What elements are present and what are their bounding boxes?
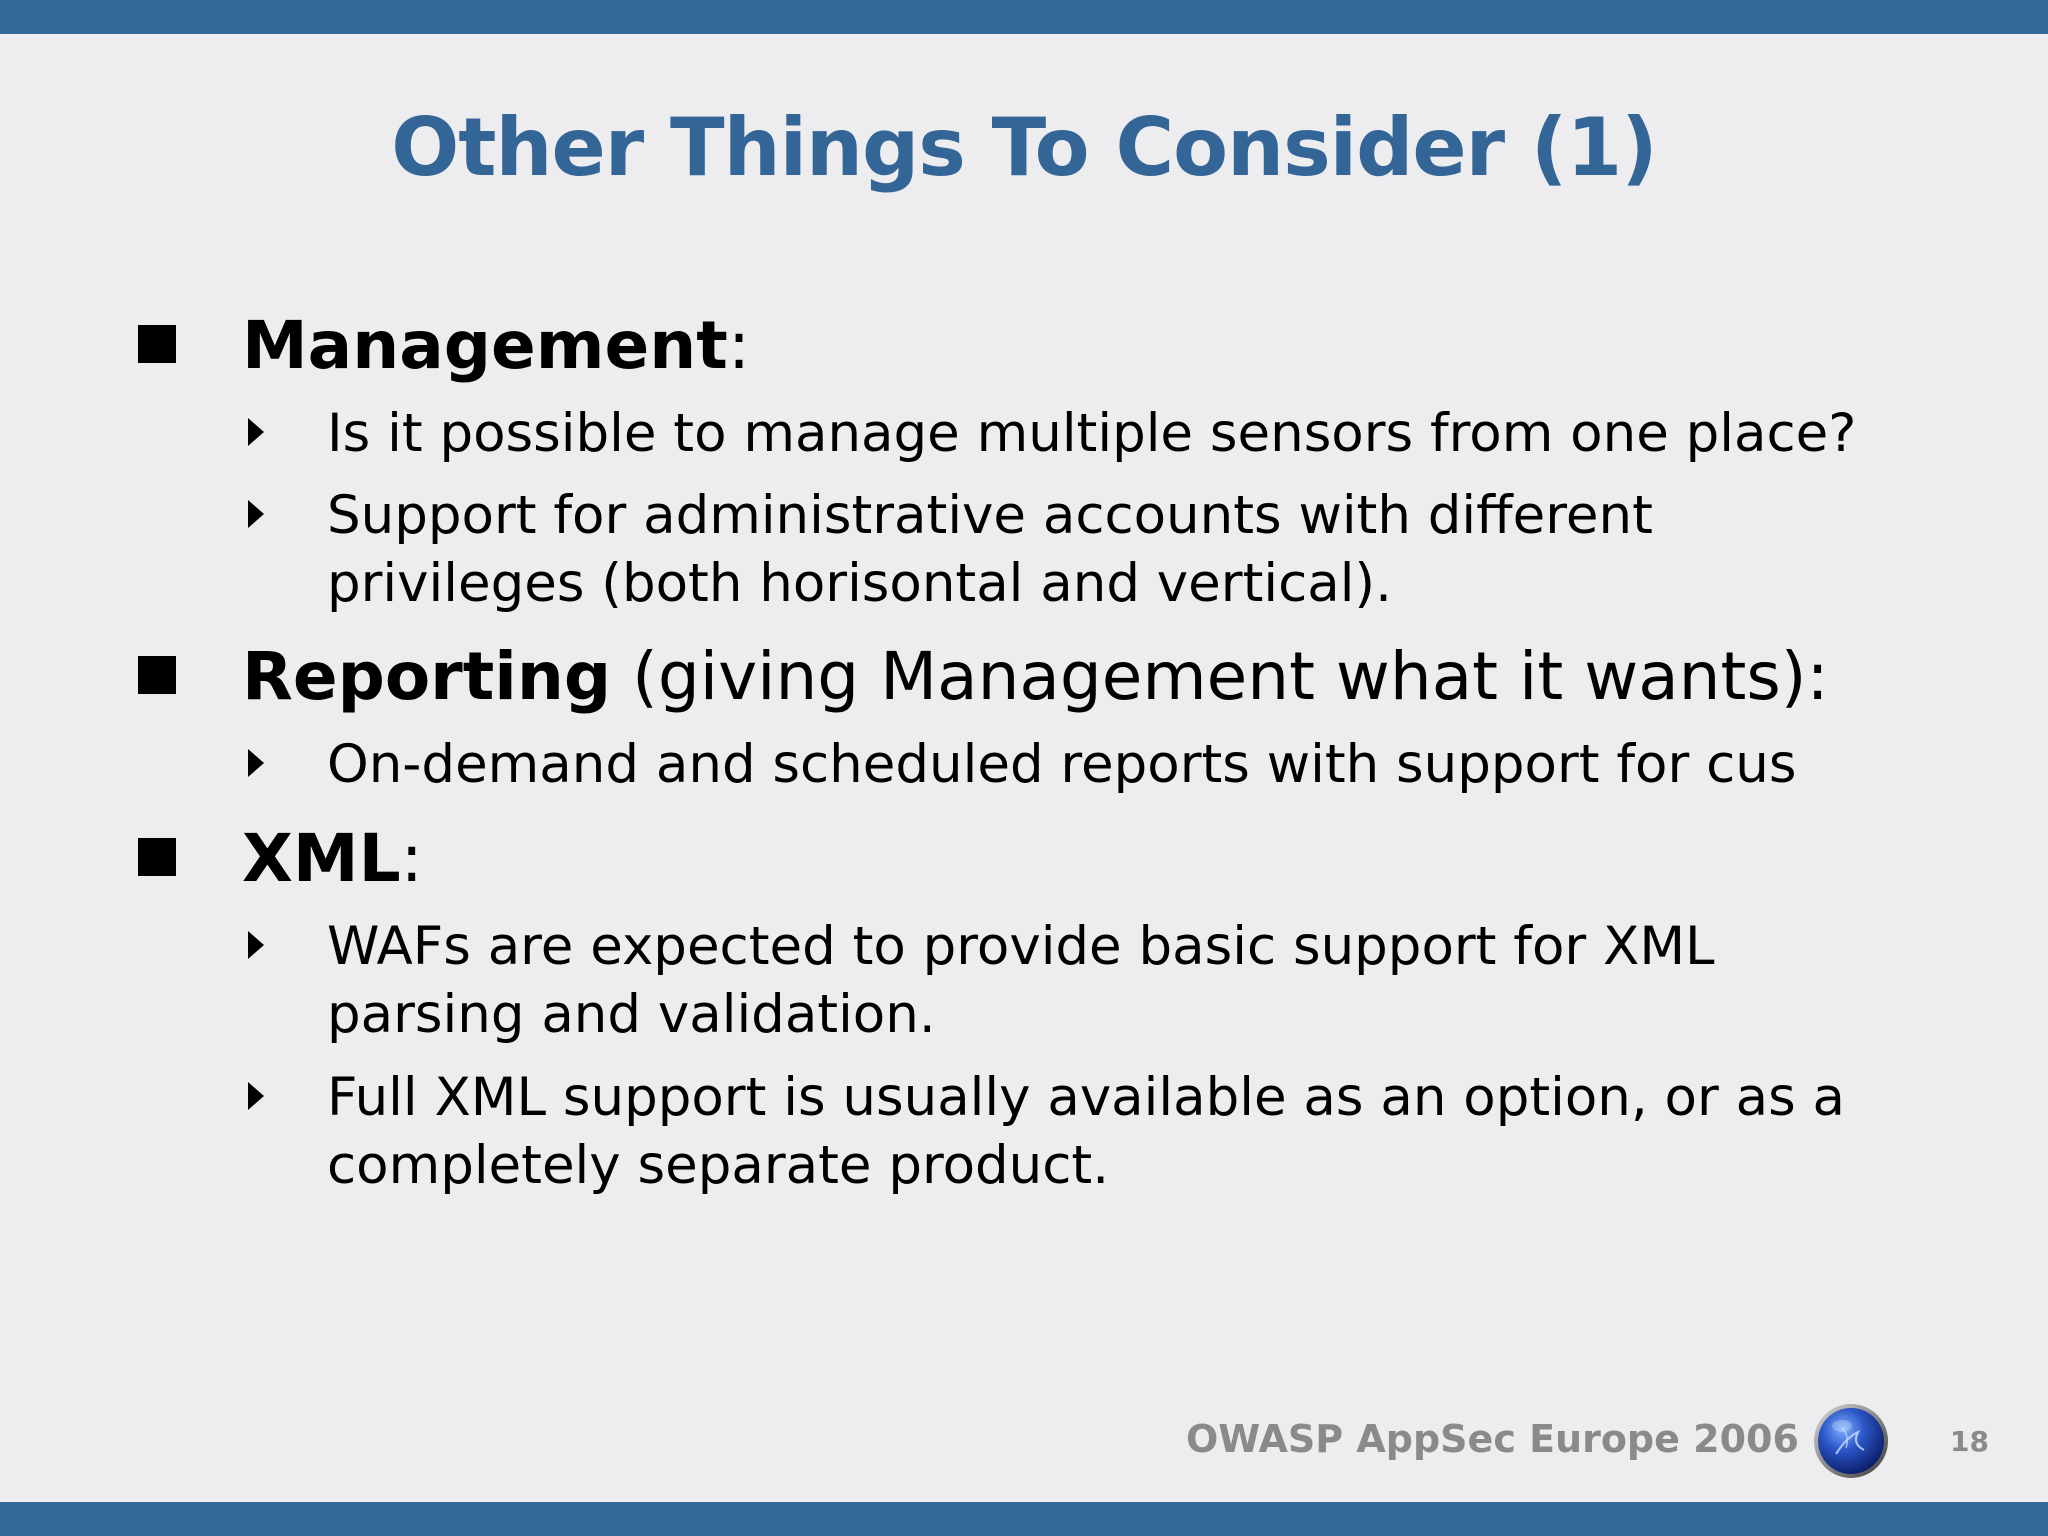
top-bar (0, 0, 2048, 34)
square-bullet-icon (138, 838, 176, 876)
heading-rest: : (727, 307, 751, 384)
heading-bold: XML (242, 820, 401, 897)
list-item-text: Support for administrative accounts with different privileges (both horisontal and vertical). (327, 485, 1653, 614)
triangle-bullet-icon (248, 500, 264, 528)
triangle-bullet-icon (248, 418, 264, 446)
heading-bold: Management (242, 307, 728, 384)
triangle-bullet-icon (248, 931, 264, 959)
footer-conference: OWASP AppSec Europe 2006 (1186, 1417, 1799, 1461)
square-bullet-icon (138, 325, 176, 363)
square-bullet-icon (138, 656, 176, 694)
list-item-text: Is it possible to manage multiple sensors from one place? (327, 403, 1857, 464)
page-number: 18 (1950, 1425, 1989, 1458)
slide-title: Other Things To Consider (1) (391, 101, 1657, 194)
list-item-text: WAFs are expected to provide basic support for XML parsing and validation. (327, 916, 1715, 1045)
list-item-text: Full XML support is usually available as an option, or as a completely separate product. (327, 1067, 1846, 1196)
triangle-bullet-icon (248, 749, 264, 777)
list-item-text: On-demand and scheduled reports with support for cus (327, 734, 1797, 795)
heading-bold: Reporting (242, 638, 612, 715)
bottom-bar (0, 1502, 2048, 1536)
heading-rest: : (400, 820, 423, 897)
triangle-bullet-icon (248, 1082, 264, 1110)
owasp-wasp-globe-icon (1812, 1402, 1890, 1480)
heading-rest: (giving Management what it wants): (611, 638, 1829, 715)
